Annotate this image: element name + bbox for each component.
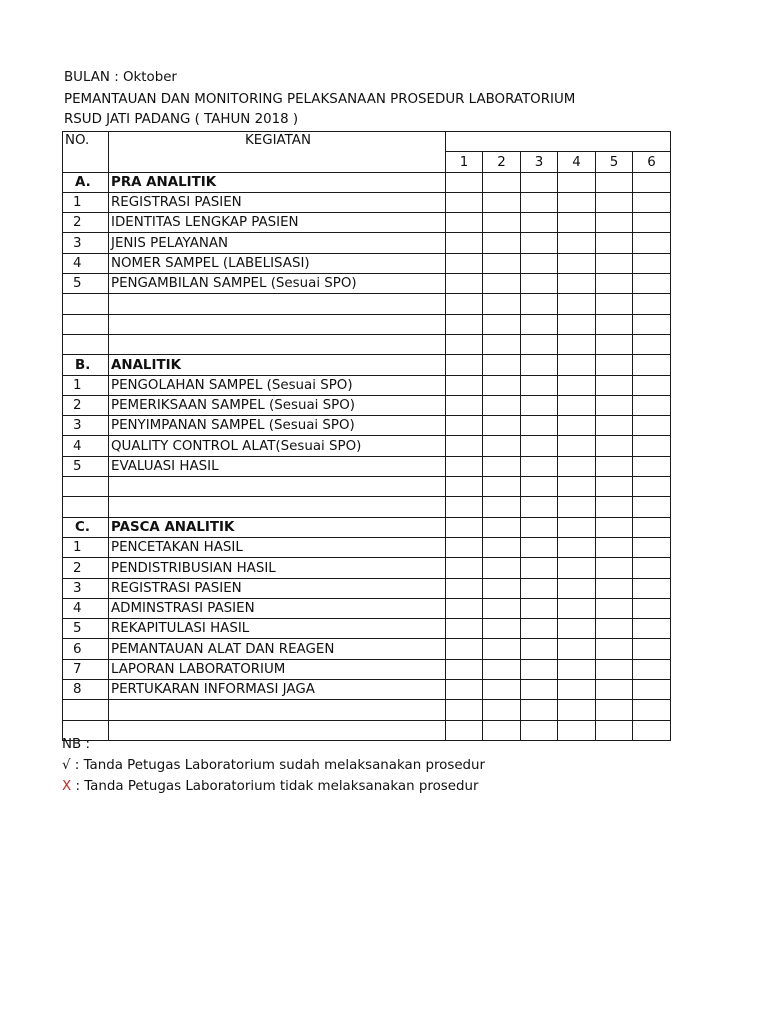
- day-cell[interactable]: [558, 416, 596, 436]
- day-cell[interactable]: [446, 192, 483, 212]
- day-cell[interactable]: [446, 598, 483, 618]
- day-cell[interactable]: [596, 395, 633, 415]
- day-cell[interactable]: [446, 558, 483, 578]
- day-cell[interactable]: [521, 537, 558, 557]
- activity-label: EVALUASI HASIL: [109, 456, 446, 476]
- row-number: [63, 294, 109, 314]
- row-number: 3: [63, 416, 109, 436]
- activity-label: PEMANTAUAN ALAT DAN REAGEN: [109, 639, 446, 659]
- legend-check: [62, 756, 485, 776]
- day-cell[interactable]: [521, 477, 558, 497]
- row-number: 8: [63, 680, 109, 700]
- day-cell[interactable]: [446, 639, 483, 659]
- day-cell[interactable]: [633, 355, 671, 375]
- day-cell[interactable]: [446, 314, 483, 334]
- day-cell[interactable]: [596, 537, 633, 557]
- activity-label: ADMINSTRASI PASIEN: [109, 598, 446, 618]
- day-cell[interactable]: [633, 233, 671, 253]
- day-cell[interactable]: [596, 477, 633, 497]
- activity-label: [109, 497, 446, 517]
- day-cell[interactable]: [446, 456, 483, 476]
- day-cell[interactable]: [483, 619, 521, 639]
- day-cell[interactable]: [558, 639, 596, 659]
- day-cell[interactable]: [483, 172, 521, 192]
- day-cell[interactable]: [558, 537, 596, 557]
- activity-label: PERTUKARAN INFORMASI JAGA: [109, 680, 446, 700]
- day-cell[interactable]: [633, 517, 671, 537]
- day-cell[interactable]: [633, 334, 671, 354]
- day-cell[interactable]: [521, 659, 558, 679]
- day-cell[interactable]: [521, 172, 558, 192]
- day-header: 6: [633, 152, 671, 172]
- legend-cross: [62, 777, 478, 797]
- day-cell[interactable]: [521, 558, 558, 578]
- table-row: [63, 598, 671, 618]
- day-cell[interactable]: [483, 659, 521, 679]
- cross-mark-icon: X: [62, 779, 72, 794]
- day-cell[interactable]: [596, 192, 633, 212]
- activity-label: PEMERIKSAAN SAMPEL (Sesuai SPO): [109, 395, 446, 415]
- day-cell[interactable]: [633, 680, 671, 700]
- day-cell[interactable]: [521, 294, 558, 314]
- day-cell[interactable]: [521, 253, 558, 273]
- row-number: 3: [63, 578, 109, 598]
- day-cell[interactable]: [596, 253, 633, 273]
- day-cell[interactable]: [483, 497, 521, 517]
- day-cell[interactable]: [596, 619, 633, 639]
- day-cell[interactable]: [483, 456, 521, 476]
- day-cell[interactable]: [521, 436, 558, 456]
- day-cell[interactable]: [633, 558, 671, 578]
- day-cell[interactable]: [446, 477, 483, 497]
- row-number: 2: [63, 213, 109, 233]
- activity-label: PENGOLAHAN SAMPEL (Sesuai SPO): [109, 375, 446, 395]
- day-cell[interactable]: [596, 497, 633, 517]
- day-cell[interactable]: [483, 436, 521, 456]
- day-cell[interactable]: [558, 274, 596, 294]
- day-cell[interactable]: [483, 720, 521, 740]
- day-cell[interactable]: [596, 436, 633, 456]
- day-cell[interactable]: [596, 456, 633, 476]
- day-cell[interactable]: [521, 274, 558, 294]
- row-number: [63, 334, 109, 354]
- day-cell[interactable]: [483, 517, 521, 537]
- activity-label: PASCA ANALITIK: [109, 517, 446, 537]
- day-cell[interactable]: [596, 720, 633, 740]
- table-row: [63, 253, 671, 273]
- day-cell[interactable]: [521, 497, 558, 517]
- activity-label: REKAPITULASI HASIL: [109, 619, 446, 639]
- day-cell[interactable]: [483, 274, 521, 294]
- legend-cross-text: : Tanda Petugas Laboratorium tidak melaksanakan prosedur: [71, 779, 479, 794]
- day-cell[interactable]: [446, 334, 483, 354]
- blank-row: [63, 720, 671, 740]
- day-cell[interactable]: [596, 213, 633, 233]
- day-cell[interactable]: [558, 456, 596, 476]
- blank-row: [63, 477, 671, 497]
- table-row: [63, 233, 671, 253]
- day-cell[interactable]: [483, 375, 521, 395]
- day-cell[interactable]: [446, 497, 483, 517]
- day-cell[interactable]: [521, 192, 558, 212]
- table-row: [63, 416, 671, 436]
- activity-label: PRA ANALITIK: [109, 172, 446, 192]
- day-cell[interactable]: [558, 314, 596, 334]
- day-cell[interactable]: [446, 578, 483, 598]
- day-cell[interactable]: [483, 233, 521, 253]
- day-cell[interactable]: [483, 294, 521, 314]
- activity-label: [109, 314, 446, 334]
- row-number: [63, 700, 109, 720]
- activity-label: PENGAMBILAN SAMPEL (Sesuai SPO): [109, 274, 446, 294]
- activity-label: PENDISTRIBUSIAN HASIL: [109, 558, 446, 578]
- day-header: 4: [558, 152, 596, 172]
- day-cell[interactable]: [596, 355, 633, 375]
- day-cell[interactable]: [521, 395, 558, 415]
- day-cell[interactable]: [633, 436, 671, 456]
- row-number: 1: [63, 537, 109, 557]
- blank-row: [63, 497, 671, 517]
- row-number: [63, 497, 109, 517]
- day-cell[interactable]: [633, 619, 671, 639]
- day-cell[interactable]: [596, 314, 633, 334]
- day-cell[interactable]: [558, 578, 596, 598]
- day-cell[interactable]: [558, 619, 596, 639]
- day-cell[interactable]: [521, 355, 558, 375]
- day-header: 5: [596, 152, 633, 172]
- activity-label: LAPORAN LABORATORIUM: [109, 659, 446, 679]
- day-cell[interactable]: [596, 680, 633, 700]
- legend-check-text: : Tanda Petugas Laboratorium sudah melaksanakan prosedur: [70, 758, 486, 773]
- day-cell[interactable]: [521, 416, 558, 436]
- day-cell[interactable]: [521, 680, 558, 700]
- day-header: 1: [446, 152, 483, 172]
- day-cell[interactable]: [558, 598, 596, 618]
- day-cell[interactable]: [558, 213, 596, 233]
- day-cell[interactable]: [633, 477, 671, 497]
- day-cell[interactable]: [521, 314, 558, 334]
- day-cell[interactable]: [633, 192, 671, 212]
- row-number: 2: [63, 558, 109, 578]
- day-cell[interactable]: [596, 517, 633, 537]
- activity-label: [109, 334, 446, 354]
- row-number: 4: [63, 598, 109, 618]
- day-cell[interactable]: [633, 253, 671, 273]
- day-cell[interactable]: [521, 456, 558, 476]
- day-cell[interactable]: [446, 700, 483, 720]
- table-row: [63, 192, 671, 212]
- day-cell[interactable]: [596, 659, 633, 679]
- day-cell[interactable]: [483, 395, 521, 415]
- day-cell[interactable]: [483, 558, 521, 578]
- day-cell[interactable]: [633, 700, 671, 720]
- activity-label: [109, 720, 446, 740]
- day-cell[interactable]: [483, 578, 521, 598]
- day-cell[interactable]: [558, 253, 596, 273]
- activity-label: REGISTRASI PASIEN: [109, 192, 446, 212]
- day-cell[interactable]: [483, 639, 521, 659]
- day-cell[interactable]: [446, 355, 483, 375]
- day-cell[interactable]: [633, 314, 671, 334]
- row-number: 3: [63, 233, 109, 253]
- day-cell[interactable]: [633, 375, 671, 395]
- row-number: B.: [63, 355, 109, 375]
- blank-row: [63, 314, 671, 334]
- day-cell[interactable]: [633, 497, 671, 517]
- check-mark-icon: √: [62, 758, 71, 773]
- day-cell[interactable]: [596, 416, 633, 436]
- day-cell[interactable]: [521, 720, 558, 740]
- day-header: 2: [483, 152, 521, 172]
- day-cell[interactable]: [446, 395, 483, 415]
- day-cell[interactable]: [596, 233, 633, 253]
- day-cell[interactable]: [446, 294, 483, 314]
- day-cell[interactable]: [633, 537, 671, 557]
- day-cell[interactable]: [483, 537, 521, 557]
- day-cell[interactable]: [521, 700, 558, 720]
- row-number: C.: [63, 517, 109, 537]
- activity-label: QUALITY CONTROL ALAT(Sesuai SPO): [109, 436, 446, 456]
- day-cell[interactable]: [446, 517, 483, 537]
- hospital-year-label: RSUD JATI PADANG ( TAHUN 2018 ): [64, 112, 299, 127]
- day-cell[interactable]: [521, 639, 558, 659]
- day-cell[interactable]: [633, 598, 671, 618]
- day-cell[interactable]: [558, 680, 596, 700]
- document-title: PEMANTAUAN DAN MONITORING PELAKSANAAN PROSEDUR LABORATORIUM: [64, 92, 576, 107]
- row-number: 5: [63, 274, 109, 294]
- day-cell[interactable]: [446, 436, 483, 456]
- days-group-header: [446, 132, 671, 152]
- day-cell[interactable]: [483, 477, 521, 497]
- day-cell[interactable]: [558, 436, 596, 456]
- row-number: [63, 314, 109, 334]
- day-cell[interactable]: [633, 639, 671, 659]
- activity-label: [109, 294, 446, 314]
- row-number: 5: [63, 456, 109, 476]
- day-cell[interactable]: [558, 233, 596, 253]
- activity-label: IDENTITAS LENGKAP PASIEN: [109, 213, 446, 233]
- day-cell[interactable]: [521, 578, 558, 598]
- day-cell[interactable]: [596, 274, 633, 294]
- day-cell[interactable]: [558, 517, 596, 537]
- notes-heading: NB :: [62, 737, 90, 752]
- day-header: 3: [521, 152, 558, 172]
- day-cell[interactable]: [483, 598, 521, 618]
- activity-label: PENYIMPANAN SAMPEL (Sesuai SPO): [109, 416, 446, 436]
- day-cell[interactable]: [446, 416, 483, 436]
- day-cell[interactable]: [558, 395, 596, 415]
- monitoring-table: [62, 131, 671, 741]
- day-cell[interactable]: [446, 375, 483, 395]
- day-cell[interactable]: [596, 598, 633, 618]
- day-cell[interactable]: [483, 253, 521, 273]
- day-cell[interactable]: [558, 558, 596, 578]
- table-header-row: [63, 132, 671, 152]
- activity-label: REGISTRASI PASIEN: [109, 578, 446, 598]
- day-cell[interactable]: [521, 334, 558, 354]
- day-cell[interactable]: [446, 233, 483, 253]
- day-cell[interactable]: [596, 578, 633, 598]
- day-cell[interactable]: [558, 355, 596, 375]
- day-cell[interactable]: [521, 598, 558, 618]
- table-row: [63, 537, 671, 557]
- day-cell[interactable]: [633, 578, 671, 598]
- day-cell[interactable]: [633, 172, 671, 192]
- day-cell[interactable]: [483, 680, 521, 700]
- day-cell[interactable]: [633, 294, 671, 314]
- day-cell[interactable]: [633, 395, 671, 415]
- section-row: [63, 172, 671, 192]
- day-cell[interactable]: [446, 659, 483, 679]
- table-row: [63, 436, 671, 456]
- activity-label: PENCETAKAN HASIL: [109, 537, 446, 557]
- day-cell[interactable]: [521, 233, 558, 253]
- section-row: [63, 355, 671, 375]
- row-number: 1: [63, 192, 109, 212]
- day-cell[interactable]: [558, 172, 596, 192]
- blank-row: [63, 334, 671, 354]
- table-row: [63, 619, 671, 639]
- activity-label: NOMER SAMPEL (LABELISASI): [109, 253, 446, 273]
- day-cell[interactable]: [558, 659, 596, 679]
- day-cell[interactable]: [483, 416, 521, 436]
- day-cell[interactable]: [558, 497, 596, 517]
- day-cell[interactable]: [446, 537, 483, 557]
- day-cell[interactable]: [558, 477, 596, 497]
- row-number: [63, 477, 109, 497]
- day-cell[interactable]: [633, 456, 671, 476]
- day-cell[interactable]: [446, 172, 483, 192]
- day-cell[interactable]: [596, 334, 633, 354]
- day-cell[interactable]: [633, 213, 671, 233]
- col-no-header: NO.: [63, 132, 109, 173]
- row-number: A.: [63, 172, 109, 192]
- day-cell[interactable]: [521, 375, 558, 395]
- table-row: [63, 395, 671, 415]
- day-cell[interactable]: [558, 375, 596, 395]
- day-cell[interactable]: [446, 274, 483, 294]
- blank-row: [63, 294, 671, 314]
- table-row: [63, 680, 671, 700]
- activity-label: JENIS PELAYANAN: [109, 233, 446, 253]
- day-cell[interactable]: [558, 294, 596, 314]
- day-cell[interactable]: [558, 700, 596, 720]
- table-row: [63, 558, 671, 578]
- day-cell[interactable]: [558, 334, 596, 354]
- activity-label: [109, 700, 446, 720]
- row-number: 5: [63, 619, 109, 639]
- day-cell[interactable]: [446, 253, 483, 273]
- day-cell[interactable]: [596, 639, 633, 659]
- day-cell[interactable]: [483, 355, 521, 375]
- row-number: 4: [63, 253, 109, 273]
- day-cell[interactable]: [521, 517, 558, 537]
- day-cell[interactable]: [483, 334, 521, 354]
- day-cell[interactable]: [446, 619, 483, 639]
- day-cell[interactable]: [558, 720, 596, 740]
- day-cell[interactable]: [633, 416, 671, 436]
- day-cell[interactable]: [483, 192, 521, 212]
- day-cell[interactable]: [558, 192, 596, 212]
- day-cell[interactable]: [596, 375, 633, 395]
- row-number: 7: [63, 659, 109, 679]
- day-cell[interactable]: [596, 294, 633, 314]
- day-cell[interactable]: [596, 172, 633, 192]
- table-row: [63, 375, 671, 395]
- row-number: 1: [63, 375, 109, 395]
- blank-row: [63, 700, 671, 720]
- day-cell[interactable]: [483, 314, 521, 334]
- activity-label: ANALITIK: [109, 355, 446, 375]
- table-row: [63, 639, 671, 659]
- table-row: [63, 456, 671, 476]
- day-cell[interactable]: [521, 619, 558, 639]
- activity-label: [109, 477, 446, 497]
- day-cell[interactable]: [633, 659, 671, 679]
- table-row: [63, 274, 671, 294]
- day-cell[interactable]: [633, 274, 671, 294]
- day-cell[interactable]: [446, 213, 483, 233]
- table-row: [63, 213, 671, 233]
- month-label: BULAN : Oktober: [64, 70, 177, 85]
- table-row: [63, 659, 671, 679]
- row-number: 4: [63, 436, 109, 456]
- day-cell[interactable]: [446, 720, 483, 740]
- day-cell[interactable]: [521, 213, 558, 233]
- row-number: 2: [63, 395, 109, 415]
- section-row: [63, 517, 671, 537]
- table-row: [63, 578, 671, 598]
- day-cell[interactable]: [596, 700, 633, 720]
- day-cell[interactable]: [596, 558, 633, 578]
- col-kegiatan-header: KEGIATAN: [109, 132, 446, 173]
- day-cell[interactable]: [483, 213, 521, 233]
- day-cell[interactable]: [483, 700, 521, 720]
- day-cell[interactable]: [446, 680, 483, 700]
- day-cell[interactable]: [633, 720, 671, 740]
- row-number: 6: [63, 639, 109, 659]
